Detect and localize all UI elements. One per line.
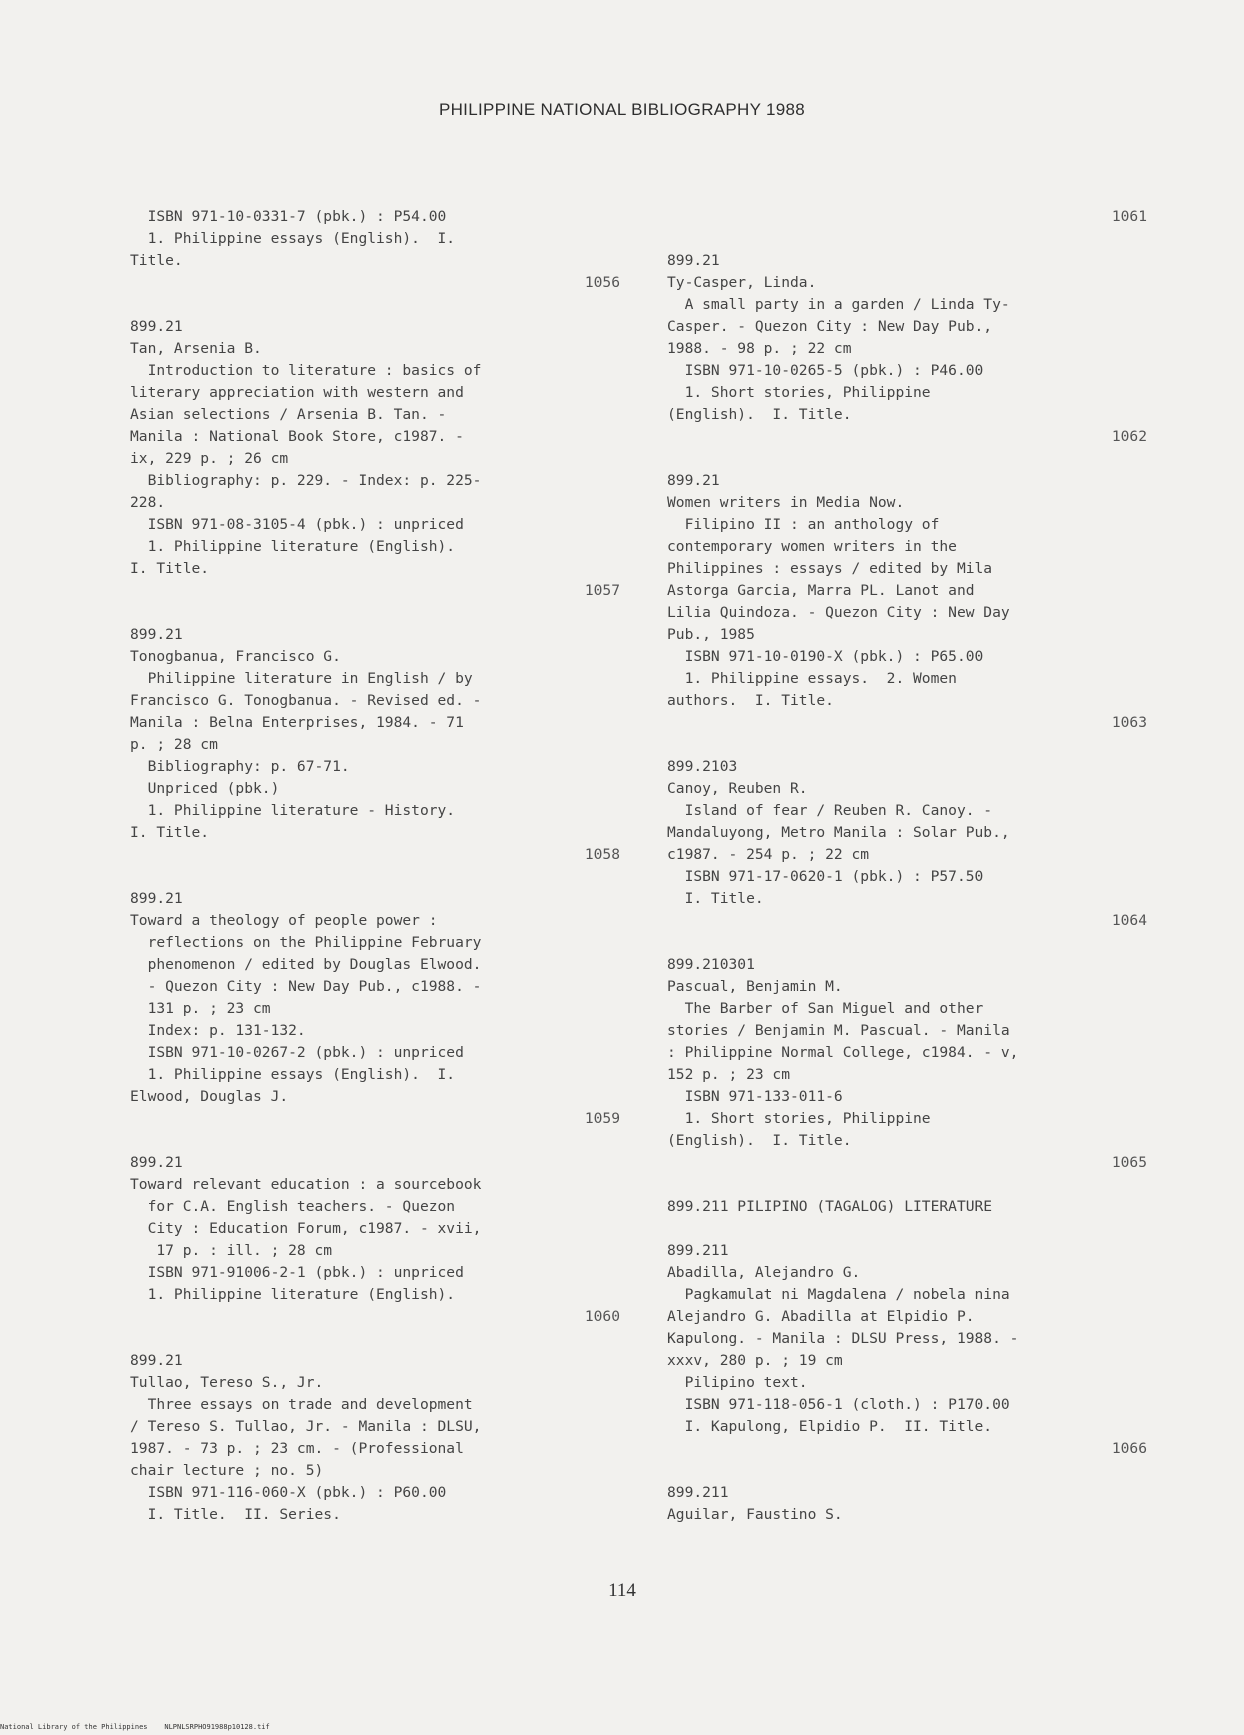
entry-line: Pub., 1985 xyxy=(667,626,755,643)
entry-line: Island of fear / Reuben R. Canoy. - xyxy=(667,802,993,819)
entry-line: I. Title. xyxy=(130,560,210,577)
entry-line: Toward a theology of people power : xyxy=(130,912,438,929)
entry-line: : Philippine Normal College, c1984. - v, xyxy=(667,1044,1019,1061)
entry-gap xyxy=(130,602,620,624)
left-column xyxy=(130,206,620,1526)
entry-line: ix, 229 p. ; 26 cm xyxy=(130,450,289,467)
entry-gap xyxy=(130,866,620,888)
entry-line: 899.21 xyxy=(130,626,183,643)
entry-line: Ty-Casper, Linda. xyxy=(667,274,817,291)
entry-line: Introduction to literature : basics of xyxy=(130,362,482,379)
bibliography-entry xyxy=(667,206,1147,228)
entry-line: Manila : National Book Store, c1987. - xyxy=(130,428,464,445)
entry-line: Index: p. 131-132. xyxy=(130,1022,306,1039)
entry-line: City : Education Forum, c1987. - xvii, xyxy=(130,1220,482,1237)
bibliography-entry xyxy=(667,954,1147,1174)
entry-number: 1061 xyxy=(1111,208,1147,225)
entry-gap xyxy=(667,1174,1147,1196)
entry-line: Manila : Belna Enterprises, 1984. - 71 xyxy=(130,714,464,731)
entry-line: Filipino II : an anthology of xyxy=(667,516,940,533)
entry-number: 1056 xyxy=(584,274,620,291)
entry-line: Astorga Garcia, Marra PL. Lanot and xyxy=(667,582,975,599)
entry-gap xyxy=(667,1460,1147,1482)
bibliography-entry xyxy=(130,624,620,866)
entry-line: 1. Philippine essays (English). I. xyxy=(130,230,456,247)
entry-number: 1062 xyxy=(1111,428,1147,445)
entry-line: Aguilar, Faustino S. xyxy=(667,1506,843,1523)
entry-line: (English). I. Title. xyxy=(667,406,852,423)
entry-number: 1060 xyxy=(584,1308,620,1325)
entry-line: Philippine literature in English / by xyxy=(130,670,473,687)
entry-line: ISBN 971-08-3105-4 (pbk.) : unpriced xyxy=(130,516,464,533)
entry-line: ISBN 971-133-011-6 xyxy=(667,1088,843,1105)
entry-line: Philippines : essays / edited by Mila xyxy=(667,560,993,577)
bibliography-entry xyxy=(667,1196,1147,1218)
entry-gap xyxy=(130,294,620,316)
entry-line: I. Kapulong, Elpidio P. II. Title. xyxy=(667,1418,993,1435)
entry-line: Alejandro G. Abadilla at Elpidio P. xyxy=(667,1308,975,1325)
entry-line: Canoy, Reuben R. xyxy=(667,780,808,797)
entry-line: 1. Short stories, Philippine xyxy=(667,1110,931,1127)
entry-gap xyxy=(667,228,1147,250)
bibliography-entry xyxy=(667,1240,1147,1460)
entry-line: Three essays on trade and development xyxy=(130,1396,473,1413)
entry-line: I. Title. xyxy=(130,824,210,841)
right-column xyxy=(667,206,1147,1526)
entry-line: 899.211 xyxy=(667,1242,729,1259)
entry-line: 228. xyxy=(130,494,166,511)
scan-footer: National Library of the Philippines NLPNLSRPHO91988p10128.tif xyxy=(0,1723,270,1731)
entry-line: The Barber of San Miguel and other xyxy=(667,1000,984,1017)
bibliography-entry xyxy=(667,250,1147,448)
entry-line: c1987. - 254 p. ; 22 cm xyxy=(667,846,870,863)
entry-line: Pascual, Benjamin M. xyxy=(667,978,843,995)
entry-line: Lilia Quindoza. - Quezon City : New Day xyxy=(667,604,1010,621)
entry-line: literary appreciation with western and xyxy=(130,384,464,401)
entry-line: Mandaluyong, Metro Manila : Solar Pub., xyxy=(667,824,1010,841)
entry-line: Pagkamulat ni Magdalena / nobela nina xyxy=(667,1286,1010,1303)
entry-line: Title. xyxy=(130,252,183,269)
entry-number: 1065 xyxy=(1111,1154,1147,1171)
entry-line: - Quezon City : New Day Pub., c1988. - xyxy=(130,978,482,995)
page-number: 114 xyxy=(608,1580,636,1601)
bibliography-entry xyxy=(130,888,620,1130)
entry-line: ISBN 971-91006-2-1 (pbk.) : unpriced xyxy=(130,1264,464,1281)
entry-line: 899.21 xyxy=(130,1154,183,1171)
entry-line: Bibliography: p. 67-71. xyxy=(130,758,350,775)
entry-number: 1057 xyxy=(584,582,620,599)
bibliography-entry xyxy=(130,1152,620,1328)
entry-line: ISBN 971-10-0190-X (pbk.) : P65.00 xyxy=(667,648,984,665)
entry-line: chair lecture ; no. 5) xyxy=(130,1462,324,1479)
entry-line: I. Title. xyxy=(667,890,764,907)
entry-line: 1. Short stories, Philippine xyxy=(667,384,931,401)
entry-line: 899.21 xyxy=(130,318,183,335)
entry-line: 899.211 xyxy=(667,1484,729,1501)
entry-line: 1. Philippine essays. 2. Women xyxy=(667,670,957,687)
entry-gap xyxy=(130,1328,620,1350)
entry-line: stories / Benjamin M. Pascual. - Manila xyxy=(667,1022,1010,1039)
entry-line: 1. Philippine literature (English). xyxy=(130,538,456,555)
entry-gap xyxy=(667,448,1147,470)
entry-line: Asian selections / Arsenia B. Tan. - xyxy=(130,406,447,423)
entry-line: Tullao, Tereso S., Jr. xyxy=(130,1374,324,1391)
entry-number: 1058 xyxy=(584,846,620,863)
entry-line: Abadilla, Alejandro G. xyxy=(667,1264,861,1281)
entry-line: Bibliography: p. 229. - Index: p. 225- xyxy=(130,472,482,489)
entry-number: 1063 xyxy=(1111,714,1147,731)
entry-line: 899.2103 xyxy=(667,758,738,775)
entry-line: 899.21 xyxy=(130,1352,183,1369)
entry-line: 1988. - 98 p. ; 22 cm xyxy=(667,340,852,357)
bibliography-entry xyxy=(667,1482,1147,1526)
entry-gap xyxy=(667,1218,1147,1240)
entry-line: Elwood, Douglas J. xyxy=(130,1088,289,1105)
entry-line: Unpriced (pbk.) xyxy=(130,780,280,797)
entry-line: ISBN 971-17-0620-1 (pbk.) : P57.50 xyxy=(667,868,984,885)
entry-line: I. Title. II. Series. xyxy=(130,1506,341,1523)
entry-line: A small party in a garden / Linda Ty- xyxy=(667,296,1010,313)
entry-line: Francisco G. Tonogbanua. - Revised ed. - xyxy=(130,692,482,709)
entry-line: 1. Philippine literature - History. xyxy=(130,802,456,819)
entry-line: Casper. - Quezon City : New Day Pub., xyxy=(667,318,993,335)
bibliography-entry xyxy=(130,206,620,294)
bibliography-entry xyxy=(667,756,1147,932)
entry-line: 899.21 xyxy=(667,252,720,269)
entry-line: 899.210301 xyxy=(667,956,755,973)
entry-line: ISBN 971-10-0267-2 (pbk.) : unpriced xyxy=(130,1044,464,1061)
entry-line: 899.21 xyxy=(667,472,720,489)
entry-line: (English). I. Title. xyxy=(667,1132,852,1149)
entry-line: ISBN 971-116-060-X (pbk.) : P60.00 xyxy=(130,1484,447,1501)
entry-line: xxxv, 280 p. ; 19 cm xyxy=(667,1352,843,1369)
bibliography-entry xyxy=(667,470,1147,734)
entry-line: Tan, Arsenia B. xyxy=(130,340,262,357)
entry-line: phenomenon / edited by Douglas Elwood. xyxy=(130,956,482,973)
entry-gap xyxy=(667,734,1147,756)
entry-line: 1. Philippine literature (English). xyxy=(130,1286,456,1303)
entry-line: 152 p. ; 23 cm xyxy=(667,1066,791,1083)
entry-line: / Tereso S. Tullao, Jr. - Manila : DLSU, xyxy=(130,1418,482,1435)
entry-line: Kapulong. - Manila : DLSU Press, 1988. - xyxy=(667,1330,1019,1347)
entry-gap xyxy=(667,932,1147,954)
entry-line: reflections on the Philippine February xyxy=(130,934,482,951)
entry-line: 899.211 PILIPINO (TAGALOG) LITERATURE xyxy=(667,1198,993,1215)
bibliography-entry xyxy=(130,316,620,602)
entry-line: Toward relevant education : a sourcebook xyxy=(130,1176,482,1193)
bibliography-entry xyxy=(130,1350,620,1526)
entry-line: 17 p. : ill. ; 28 cm xyxy=(130,1242,333,1259)
entry-line: authors. I. Title. xyxy=(667,692,834,709)
page-header: PHILIPPINE NATIONAL BIBLIOGRAPHY 1988 xyxy=(438,100,806,119)
entry-line: ISBN 971-10-0331-7 (pbk.) : P54.00 xyxy=(130,208,447,225)
entry-line: Pilipino text. xyxy=(667,1374,808,1391)
entry-line: p. ; 28 cm xyxy=(130,736,218,753)
entry-line: 1987. - 73 p. ; 23 cm. - (Professional xyxy=(130,1440,464,1457)
entry-line: 1. Philippine essays (English). I. xyxy=(130,1066,456,1083)
entry-line: Women writers in Media Now. xyxy=(667,494,905,511)
entry-line: ISBN 971-10-0265-5 (pbk.) : P46.00 xyxy=(667,362,984,379)
entry-number: 1059 xyxy=(584,1110,620,1127)
entry-line: Tonogbanua, Francisco G. xyxy=(130,648,341,665)
entry-gap xyxy=(130,1130,620,1152)
entry-line: contemporary women writers in the xyxy=(667,538,957,555)
entry-line: 899.21 xyxy=(130,890,183,907)
entry-number: 1064 xyxy=(1111,912,1147,929)
entry-number: 1066 xyxy=(1111,1440,1147,1457)
entry-line: ISBN 971-118-056-1 (cloth.) : P170.00 xyxy=(667,1396,1010,1413)
entry-line: for C.A. English teachers. - Quezon xyxy=(130,1198,456,1215)
entry-line: 131 p. ; 23 cm xyxy=(130,1000,271,1017)
